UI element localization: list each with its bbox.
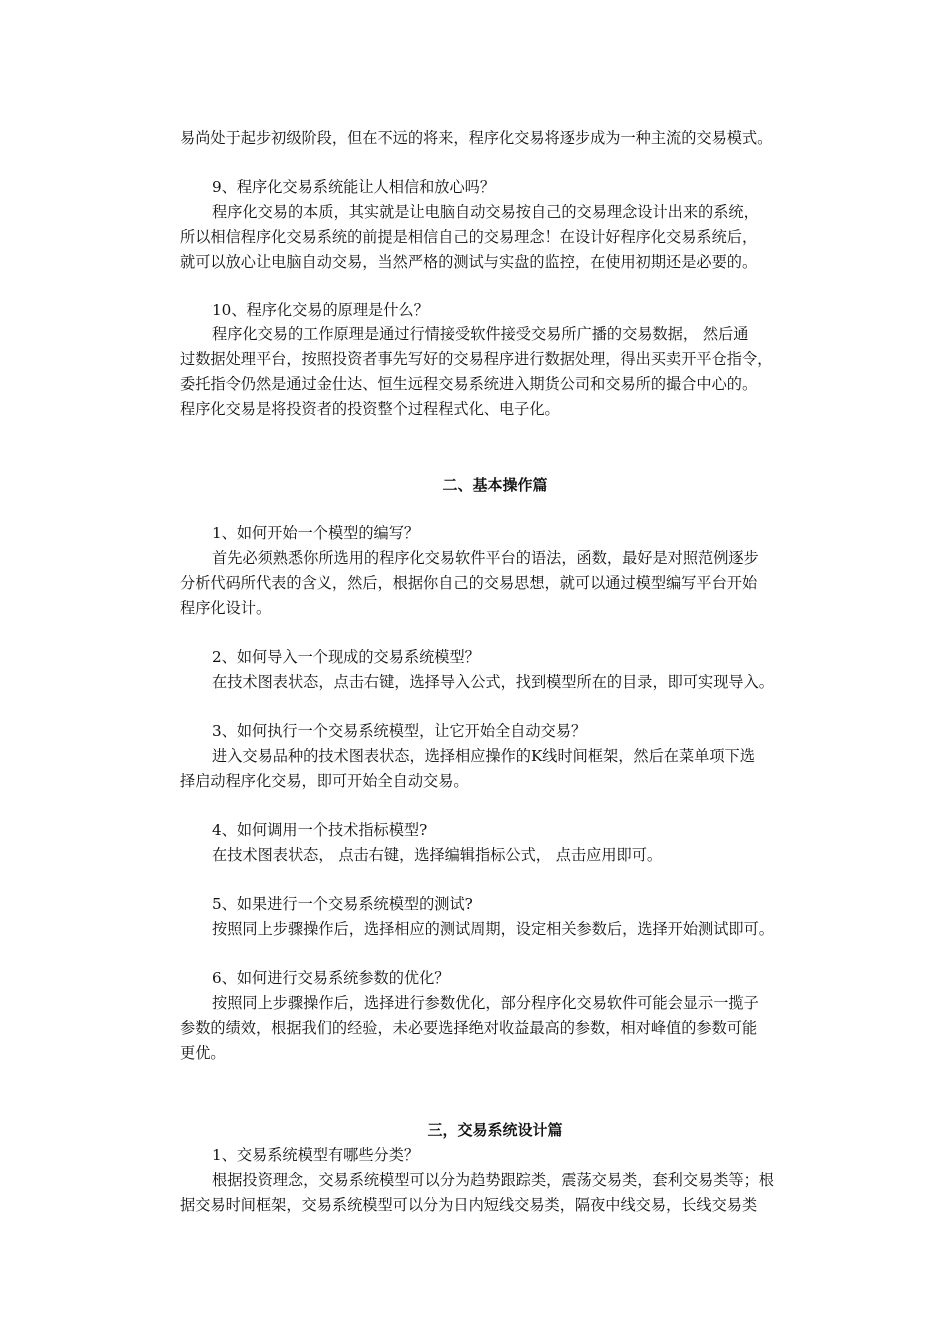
question-heading: 2、如何导入一个现成的交易系统模型？ [212,648,480,666]
text-line: 程序化交易的工作原理是通过行情接受软件接受交易所广播的交易数据， 然后通 [212,325,749,343]
question-heading: 10、程序化交易的原理是什么？ [212,301,429,319]
text-line: 所以相信程序化交易系统的前提是相信自己的交易理念！在设计好程序化交易系统后， [180,228,758,246]
text-line: 就可以放心让电脑自动交易，当然严格的测试与实盘的监控，在使用初期还是必要的。 [180,253,758,271]
text-line: 程序化交易是将投资者的投资整个过程程式化、电子化。 [180,400,560,418]
text-line: 择启动程序化交易，即可开始全自动交易。 [180,772,469,790]
question-heading: 9、程序化交易系统能让人相信和放心吗？ [212,178,496,196]
section-title: 三，交易系统设计篇 [427,1121,563,1139]
question-heading: 4、如何调用一个技术指标模型? [212,821,428,839]
question-heading: 5、如果进行一个交易系统模型的测试? [212,895,473,913]
text-line: 按照同上步骤操作后，选择进行参数优化，部分程序化交易软件可能会显示一揽子 [212,994,759,1012]
text-line: 根据投资理念，交易系统模型可以分为趋势跟踪类，震荡交易类，套利交易类等；根 [212,1171,774,1189]
text-line: 按照同上步骤操作后，选择相应的测试周期，设定相关参数后，选择开始测试即可。 [212,920,774,938]
text-line: 更优。 [180,1044,226,1062]
text-line: 分析代码所代表的含义，然后，根据你自己的交易思想，就可以通过模型编写平台开始 [180,574,758,592]
text-line: 委托指令仍然是通过金仕达、恒生远程交易系统进入期货公司和交易所的撮合中心的。 [180,375,758,393]
text-line: 据交易时间框架，交易系统模型可以分为日内短线交易类，隔夜中线交易，长线交易类 [180,1196,758,1214]
text-line: 首先必须熟悉你所选用的程序化交易软件平台的语法，函数，最好是对照范例逐步 [212,549,759,567]
text-line: 程序化交易的本质，其实就是让电脑自动交易按自己的交易理念设计出来的系统， [212,203,759,221]
text-line: 程序化设计。 [180,599,272,617]
text-line: 进入交易品种的技术图表状态，选择相应操作的K线时间框架，然后在菜单项下选 [212,747,755,765]
text-line: 在技术图表状态，点击右键，选择导入公式，找到模型所在的目录，即可实现导入。 [212,673,774,691]
text-line: 参数的绩效，根据我们的经验，未必要选择绝对收益最高的参数，相对峰值的参数可能 [180,1019,758,1037]
section-title: 二、基本操作篇 [442,476,548,494]
question-heading: 1、如何开始一个模型的编写？ [212,524,420,542]
question-heading: 6、如何进行交易系统参数的优化？ [212,969,450,987]
text-line: 过数据处理平台，按照投资者事先写好的交易程序进行数据处理，得出买卖开平仓指令， [180,350,773,368]
question-heading: 1、交易系统模型有哪些分类？ [212,1146,420,1164]
question-heading: 3、如何执行一个交易系统模型，让它开始全自动交易？ [212,722,587,740]
text-line: 在技术图表状态， 点击右键，选择编辑指标公式， 点击应用即可。 [212,846,663,864]
text-line: 易尚处于起步初级阶段，但在不远的将来，程序化交易将逐步成为一种主流的交易模式。 [180,129,773,147]
